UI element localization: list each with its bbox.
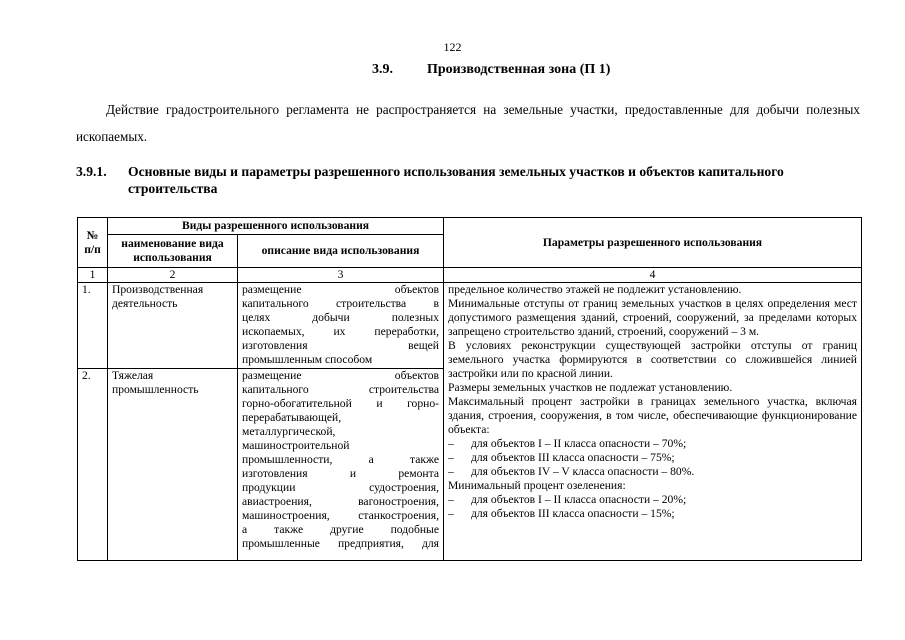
- row-2-desc-line: машиностроения, станкостроения,: [242, 509, 439, 522]
- subsection-title-line1: Основные виды и параметры разрешенного использования земельных участков и объектов капитального: [128, 164, 784, 179]
- row-1-desc-line: целях добычи полезных: [242, 311, 439, 324]
- row-2-desc-line: изготовления и ремонта: [242, 467, 439, 480]
- row-1-desc-line: размещение объектов: [242, 283, 439, 296]
- row-2-desc-line: горно-обогатительной и горно-: [242, 397, 439, 410]
- row-1-num: 1.: [78, 283, 108, 369]
- row-1-desc-line: ископаемых, их переработки,: [242, 325, 439, 338]
- row-1-name: Производственная деятельность: [108, 283, 238, 369]
- intro-paragraph: Действие градостроительного регламента не распространяется на земельные участки, предоставленные для добычи полезных ископаемых.: [76, 102, 860, 144]
- row-1-desc-line: изготовления вещей: [242, 339, 439, 352]
- build-item-text: для объектов IV – V класса опасности – 80%.: [471, 465, 695, 478]
- row-1-desc-line: капитального строительства в: [242, 297, 439, 310]
- param-plot-size: Размеры земельных участков не подлежат установлению.: [448, 381, 733, 394]
- param-reconstruction: В условиях реконструкции существующей застройки отступы от границ земельного участка формируются в соответствии со сложившейся линией застройки или по красной линии.: [448, 339, 857, 380]
- dash-marker: –: [448, 437, 454, 450]
- row-1-desc-line: промышленным способом: [242, 353, 373, 366]
- dash-marker: –: [448, 451, 454, 464]
- row-2-desc-line: а также другие подобные: [242, 523, 439, 536]
- page-number: 122: [443, 40, 462, 54]
- row-2-desc-line: продукции судостроения,: [242, 481, 439, 494]
- header-name: наименование вида использования: [108, 235, 238, 268]
- row-2-desc-line: размещение объектов: [242, 369, 439, 382]
- row-2-description: [238, 369, 444, 561]
- header-desc: описание вида использования: [238, 235, 444, 268]
- col-number-2: 2: [108, 268, 238, 283]
- row-2-name: Тяжелая промышленность: [108, 369, 238, 561]
- row-2-desc-line: промышленные предприятия, для: [242, 537, 439, 550]
- build-item-text: для объектов III класса опасности – 75%;: [471, 451, 675, 464]
- build-item: [448, 451, 857, 465]
- row-2-desc-line: авиастроения, вагоностроения,: [242, 495, 439, 508]
- header-kinds: Виды разрешенного использования: [108, 218, 444, 235]
- dash-marker: –: [448, 493, 454, 506]
- param-max-building: Максимальный процент застройки в границах земельного участка, включая здания, строения, сооружения, в том числе, обеспечивающие функционирование объекта:: [448, 395, 857, 436]
- section-title: [372, 62, 610, 78]
- col-number-3: 3: [238, 268, 444, 283]
- col-number-4: 4: [444, 268, 862, 283]
- row-1-description: [238, 283, 444, 369]
- green-item: [448, 507, 857, 521]
- row-2-desc-line: перерабатывающей,: [242, 411, 342, 424]
- parameters-cell: [444, 283, 862, 561]
- dash-marker: –: [448, 465, 454, 478]
- row-2-num: 2.: [78, 369, 108, 561]
- green-item: [448, 493, 857, 507]
- green-item-text: для объектов III класса опасности – 15%;: [471, 507, 675, 520]
- col-number-1: 1: [78, 268, 108, 283]
- build-item: [448, 465, 857, 479]
- subsection-title-line2: строительства: [128, 181, 218, 196]
- subsection-number: 3.9.1.: [76, 164, 107, 179]
- section-title-text: Производственная зона (П 1): [427, 62, 611, 77]
- row-2-desc-line: машиностроительной: [242, 439, 350, 452]
- green-item-text: для объектов I – II класса опасности – 20%;: [471, 493, 687, 506]
- section-number: 3.9.: [372, 62, 393, 77]
- header-params: Параметры разрешенного использования: [444, 218, 862, 268]
- dash-marker: –: [448, 507, 454, 520]
- param-setbacks: Минимальные отступы от границ земельных участков в целях определения мест допустимого размещения зданий, строений, сооружений, за пределами которых запрещено строительство зданий, строений, сооружений – 3 м.: [448, 297, 857, 338]
- subsection-title: [76, 163, 866, 197]
- row-2-desc-line: металлургической,: [242, 425, 336, 438]
- build-item: [448, 437, 857, 451]
- row-2-desc-line: капитального строительства: [242, 383, 439, 396]
- param-floors: предельное количество этажей не подлежит установлению.: [448, 283, 742, 296]
- header-num: № п/п: [78, 218, 108, 268]
- row-2-desc-line: промышленности, а также: [242, 453, 439, 466]
- build-item-text: для объектов I – II класса опасности – 70%;: [471, 437, 687, 450]
- regulations-table: [77, 217, 862, 561]
- param-min-green: Минимальный процент озеленения:: [448, 479, 626, 492]
